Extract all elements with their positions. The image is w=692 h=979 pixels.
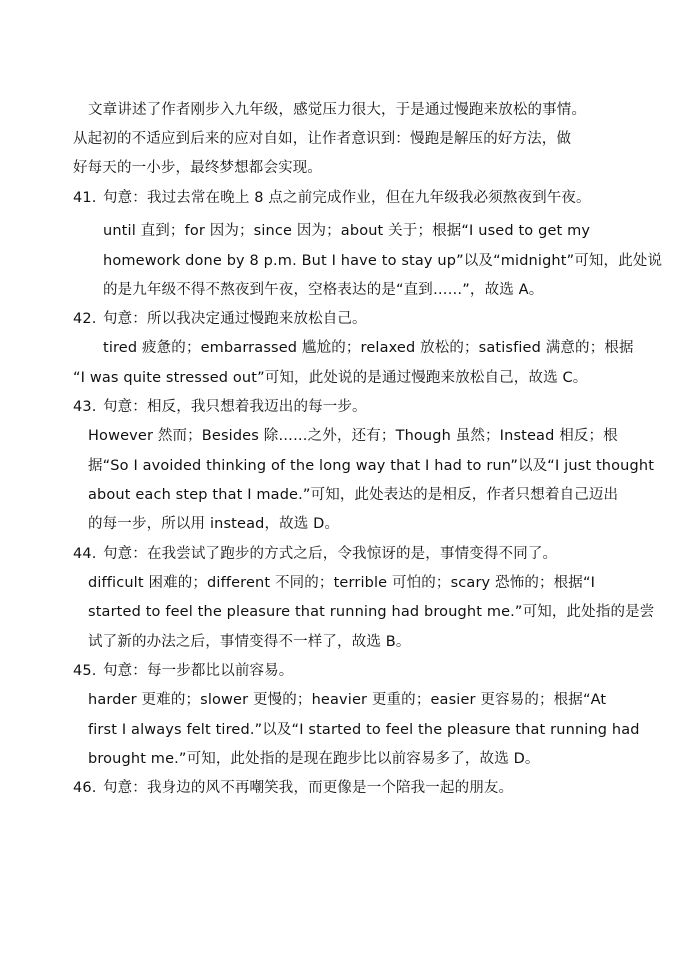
explanation-line: harder 更难的；slower 更慢的；heavier 更重的；easier 更容易的；根据“At: [88, 692, 607, 708]
question-sentence: 句意：每一步都比以前容易。: [103, 663, 294, 679]
question-number: 46.: [73, 780, 97, 796]
explanation-line: “I was quite stressed out”可知，此处说的是通过慢跑来放松自己，故选 C。: [73, 370, 588, 386]
question-heading: [73, 188, 591, 208]
explanation-line: 的每一步，所以用 instead，故选 D。: [88, 516, 340, 532]
question-sentence: 句意：我过去常在晚上 8 点之前完成作业，但在九年级我必须熬夜到午夜。: [103, 190, 591, 206]
question-number: 41.: [73, 190, 97, 206]
explanation-line: 据“So I avoided thinking of the long way that I had to run”以及“I just thought: [88, 458, 655, 474]
explanation-line: first I always felt tired.”以及“I started to feel the pleasure that running had: [88, 722, 640, 738]
explanation-line: 的是九年级不得不熬夜到午夜，空格表达的是“直到……”，故选 A。: [103, 282, 544, 298]
explanation-line: about each step that I made.”可知，此处表达的是相反，作者只想着自己迈出: [88, 487, 619, 503]
intro-line: 文章讲述了作者刚步入九年级，感觉压力很大，于是通过慢跑来放松的事情。: [88, 102, 587, 118]
explanation-line: homework done by 8 p.m. But I have to stay up”以及“midnight”可知，此处说: [103, 253, 663, 269]
question-heading: [73, 778, 513, 798]
intro-line: 从起初的不适应到后来的应对自如，让作者意识到：慢跑是解压的好方法，做: [73, 131, 572, 147]
question-number: 43.: [73, 399, 97, 415]
question-heading: [73, 661, 293, 681]
question-number: 45.: [73, 663, 97, 679]
intro-line: 好每天的一小步，最终梦想都会实现。: [73, 160, 323, 176]
explanation-line: brought me.”可知，此处指的是现在跑步比以前容易多了，故选 D。: [88, 751, 540, 767]
question-heading: [73, 397, 367, 417]
question-sentence: 句意：我身边的风不再嘲笑我，而更像是一个陪我一起的朋友。: [103, 780, 514, 796]
explanation-line: 试了新的办法之后，事情变得不一样了，故选 B。: [88, 634, 411, 650]
question-sentence: 句意：相反，我只想着我迈出的每一步。: [103, 399, 367, 415]
explanation-line: started to feel the pleasure that running had brought me.”可知，此处指的是尝: [88, 604, 655, 620]
question-number: 44.: [73, 546, 97, 562]
explanation-line: tired 疲惫的；embarrassed 尴尬的；relaxed 放松的；satisfied 满意的；根据: [103, 340, 634, 356]
explanation-line: difficult 困难的；different 不同的；terrible 可怕的；scary 恐怖的；根据“I: [88, 575, 596, 591]
question-heading: [73, 309, 367, 329]
question-sentence: 句意：在我尝试了跑步的方式之后，令我惊讶的是，事情变得不同了。: [103, 546, 558, 562]
explanation-line: However 然而；Besides 除……之外，还有；Though 虽然；Instead 相反；根: [88, 428, 618, 444]
explanation-line: until 直到；for 因为；since 因为；about 关于；根据“I used to get my: [103, 223, 591, 239]
question-sentence: 句意：所以我决定通过慢跑来放松自己。: [103, 311, 367, 327]
question-number: 42.: [73, 311, 97, 327]
question-heading: [73, 544, 557, 564]
